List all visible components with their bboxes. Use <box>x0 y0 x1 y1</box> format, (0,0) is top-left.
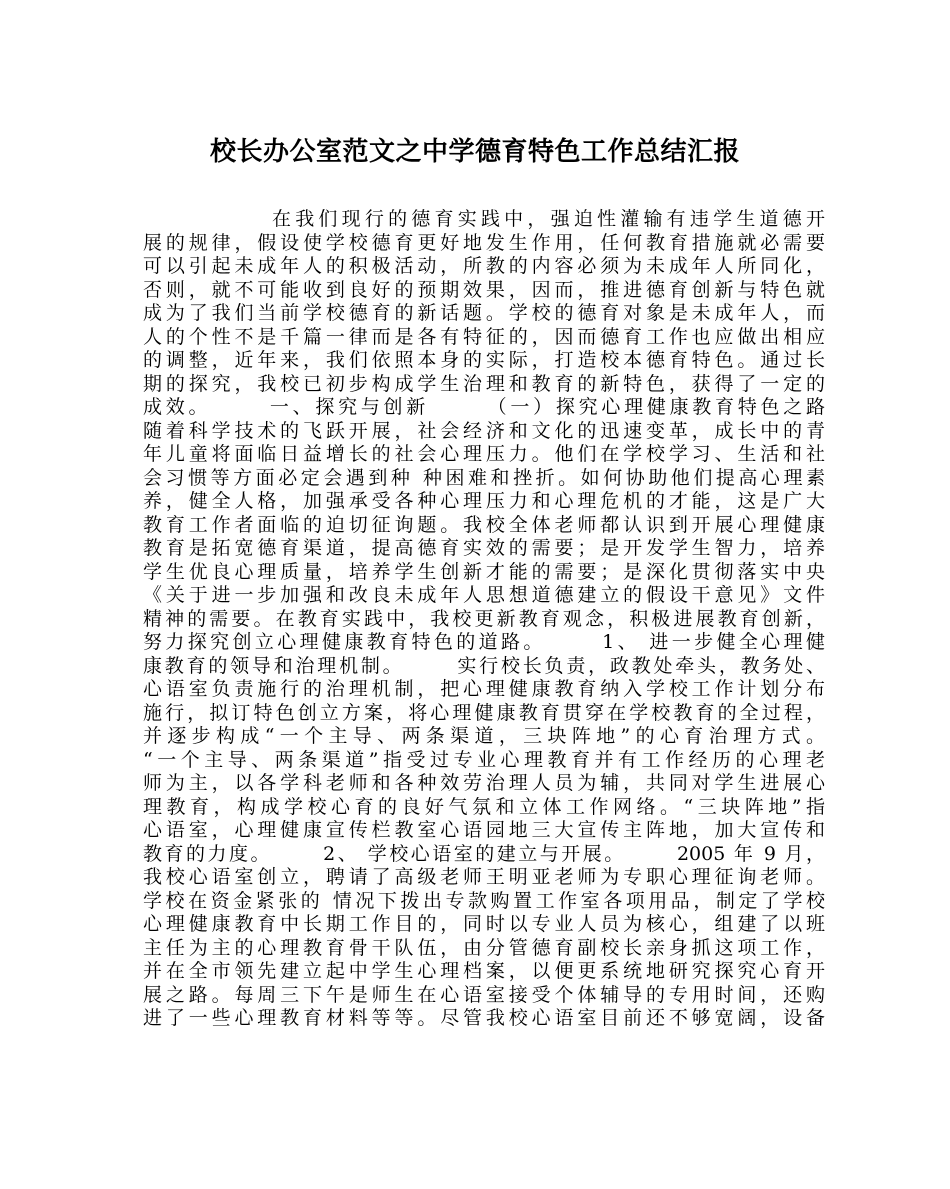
body-text-line: 学生优良心理质量，培养学生创新才能的需要；是深化贯彻落实中央 <box>143 560 825 583</box>
body-text-line: 主任为主的心理教育骨干队伍，由分管德育副校长亲身抓这项工作， <box>143 936 825 959</box>
body-text-line: 展的规律，假设使学校德育更好地发生作用，任何教育措施就必需要 <box>143 231 825 254</box>
body-text-line: 期的探究，我校已初步构成学生治理和教育的新特色，获得了一定的 <box>143 372 825 395</box>
document-body <box>143 208 825 1031</box>
body-text-line: 教育工作者面临的迫切征询题。我校全体老师都认识到开展心理健康 <box>143 513 825 536</box>
body-text-line: 教育是拓宽德育渠道，提高德育实效的需要；是开发学生智力，培养 <box>143 537 825 559</box>
body-text-line: 教育的力度。 2、 学校心语室的建立与开展。 2005 年 9 月， <box>143 842 825 865</box>
body-text-line: “一个主导、两条渠道”指受过专业心理教育并有工作经历的心理老 <box>143 748 825 771</box>
body-text-line: 康教育的领导和治理机制。 实行校长负责，政教处牵头，教务处、 <box>143 654 825 677</box>
body-text-line: 展之路。每周三下午是师生在心语室接受个体辅导的专用时间，还购 <box>143 983 825 1006</box>
body-text-line: 精神的需要。在教育实践中，我校更新教育观念，积极进展教育创新， <box>143 607 825 630</box>
body-text-line: 随着科学技术的飞跃开展，社会经济和文化的迅速变革，成长中的青 <box>143 419 825 442</box>
body-text-line: 会习惯等方面必定会遇到种 种困难和挫折。如何协助他们提高心理素 <box>143 466 825 489</box>
body-text-line: 施行，拟订特色创立方案，将心理健康教育贯穿在学校教育的全过程， <box>143 701 825 724</box>
body-text-line: 并逐步构成“一个主导、两条渠道，三块阵地”的心育治理方式。 <box>143 725 825 747</box>
body-text-line: 心语室负责施行的治理机制，把心理健康教育纳入学校工作计划分布 <box>143 678 825 700</box>
body-text-line: 的调整，近年来，我们依照本身的实际，打造校本德育特色。通过长 <box>143 349 825 371</box>
body-text-line: 进了一些心理教育材料等等。尽管我校心语室目前还不够宽阔，设备 <box>143 1007 825 1029</box>
body-text-line: 可以引起未成年人的积极活动，所教的内容必须为未成年人所同化， <box>143 255 825 277</box>
body-text-line: 努力探究创立心理健康教育特色的道路。 1、 进一步健全心理健 <box>143 631 825 653</box>
body-text-line: 师为主，以各学科老师和各种效劳治理人员为辅，共同对学生进展心 <box>143 772 825 794</box>
body-text-line: 在我们现行的德育实践中，强迫性灌输有违学生道德开 <box>272 208 825 230</box>
body-text-line: 理教育，构成学校心育的良好气氛和立体工作网络。“三块阵地”指 <box>143 795 825 818</box>
body-text-line: 心语室，心理健康宣传栏教室心语园地三大宣传主阵地，加大宣传和 <box>143 819 825 841</box>
body-text-line: 我校心语室创立，聘请了高级老师王明亚老师为专职心理征询老师。 <box>143 866 825 888</box>
body-text-line: 成效。 一、探究与创新 （一）探究心理健康教育特色之路 <box>143 396 825 418</box>
body-text-line: 《关于进一步加强和改良未成年人思想道德建立的假设干意见》文件 <box>143 584 825 606</box>
body-text-line: 养，健全人格，加强承受各种心理压力和心理危机的才能，这是广大 <box>143 490 825 512</box>
body-text-line: 成为了我们当前学校德育的新话题。学校的德育对象是未成年人，而 <box>143 302 825 324</box>
document-title: 校长办公室范文之中学德育特色工作总结汇报 <box>209 137 740 167</box>
body-text-line: 学校在资金紧张的 情况下拨出专款购置工作室各项用品，制定了学校 <box>143 889 825 912</box>
body-text-line: 否则，就不可能收到良好的预期效果，因而，推进德育创新与特色就 <box>143 278 825 301</box>
body-text-line: 人的个性不是千篇一律而是各有特征的，因而德育工作也应做出相应 <box>143 325 825 348</box>
body-text-line: 年儿童将面临日益增长的社会心理压力。他们在学校学习、生活和社 <box>143 443 825 465</box>
body-text-line: 并在全市领先建立起中学生心理档案，以便更系统地研究探究心育开 <box>143 960 825 982</box>
body-text-line: 心理健康教育中长期工作目的，同时以专业人员为核心，组建了以班 <box>143 913 825 935</box>
